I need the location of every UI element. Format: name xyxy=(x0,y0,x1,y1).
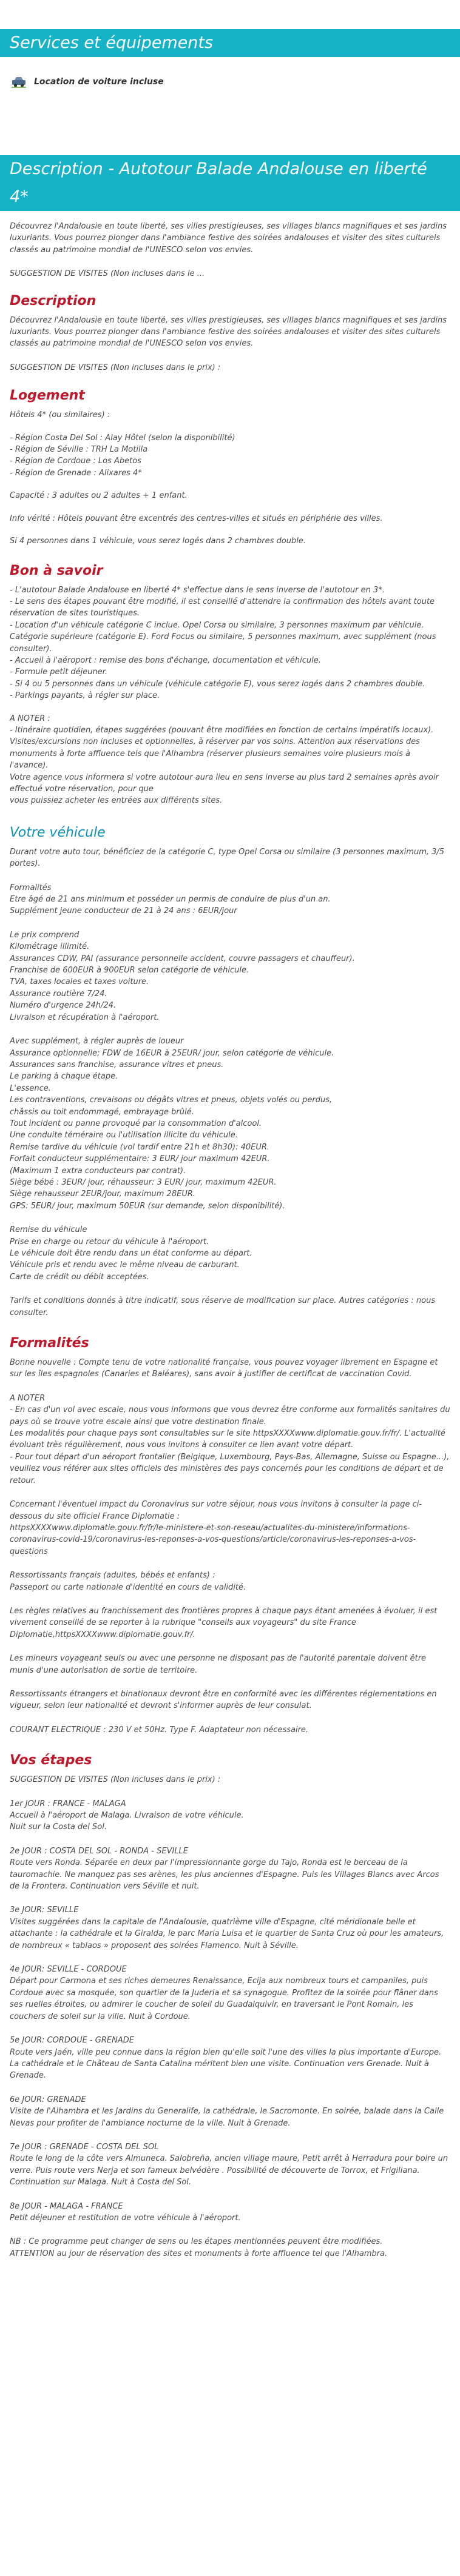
logement-info: Info vérité : Hôtels pouvant être excentrés des centres-villes et situés en périphérie des villes. xyxy=(10,514,383,523)
vehicule-prix-comprend: Le prix comprend Kilométrage illimité. Assurances CDW, PAI (assurance personnelle accident, couvre passagers et chauffeur). Franchise de 600EUR à 900EUR selon catégorie de véhicule. TVA, taxes locales et taxes voiture. Assurance routière 7/24. Numéro d'urgence 24h/24. Livraison et récupération à l'aéroport. xyxy=(10,930,355,1022)
logement-note: Si 4 personnes dans 1 véhicule, vous serez logés dans 2 chambres double. xyxy=(10,537,306,546)
logement-hotels: Hôtels 4* (ou similaires) : xyxy=(10,410,110,420)
intro-paragraph: Découvrez l'Andalousie en toute liberté, ses villes prestigieuses, ses villages blancs magnifiques et ses jardins luxuriants. Vous pourrez plonger dans l'ambiance festive des soirées andalouses et visiter des sites culturels classés au patrimoine mondial de l'UNESCO selon vos envies. xyxy=(10,222,447,255)
etape-jour-1: 1er JOUR : FRANCE - MALAGA Accueil à l'aéroport de Malaga. Livraison de votre véhicule. Nuit sur la Costa del Sol. xyxy=(10,1799,244,1832)
vehicule-tarifs: Tarifs et conditions donnés à titre indicatif, sous réserve de modification sur place. Autres catégories : nous consulter. xyxy=(10,1296,436,1317)
etape-jour-5: 5e JOUR: CORDOUE - GRENADE Route vers Jaén, ville peu connue dans la région bien qu'elle soit l'une des villes la plus importante d'Europe. La cathédrale et le Château de Santa Catalina méritent bien une visite. Continuation vers Grenade. Nuit à Grenade. xyxy=(10,2036,442,2081)
etapes-suggestion: SUGGESTION DE VISITES (Non incluses dans le prix) : xyxy=(10,1775,221,1785)
etape-jour-8: 8e JOUR - MALAGA - FRANCE Petit déjeuner et restitution de votre véhicule à l'aéroport. xyxy=(10,2201,241,2223)
formalites-a-noter: A NOTER - En cas d'un vol avec escale, nous vous informons que vous devrez être conforme aux formalités sanitaires du pays où se trouve votre escale ainsi que votre destination finale. Les modalités pour chaque pays sont consultables sur le site httpsXXXXwww.diplomatie.gouv.fr/fr/. L'actualité évoluant très régulièrement, nous vous invitons à consulter ce lien avant votre départ. - Pour tout départ d'un aéroport frontalier (Belgique, Luxembourg, Pays-Bas, Allemagne, Suisse ou Espagne...), veuillez vous référer aux sites officiels des ministères des pays concernés pour les conditions de départ et de retour. xyxy=(10,1393,450,1485)
section-title-etapes: Vos étapes xyxy=(10,1753,92,1768)
section-title-description: Description xyxy=(10,293,96,309)
etape-jour-4: 4e JOUR: SEVILLE - CORDOUE Départ pour Carmona et ses riches demeures Renaissance, Ecija aux nombreux tours et campaniles, puis Cordoue avec sa mosquée, son quartier de la Juderia et sa synagogue. Profitez de la soirée pour flâner dans ses ruelles étroites, ou admirer le coucher de soleil du Guadalquivir, en traversant le Pont Romain, les couchers de soleil sur la ville. Nuit à Cordoue. xyxy=(10,1965,438,2021)
formalites-frontieres: Les règles relatives au franchissement des frontières propres à chaque pays étant amenées à évoluer, il est vivement conseillé de se reporter à la rubrique "conseils aux voyageurs" du site France Diplomatie,httpsXXXXwww.diplomatie.gouv.fr/. xyxy=(10,1606,438,1639)
formalites-courant: COURANT ELECTRIQUE : 230 V et 50Hz. Type F. Adaptateur non nécessaire. xyxy=(10,1725,309,1735)
section-title-formalites: Formalités xyxy=(10,1336,89,1351)
formalites-intro: Bonne nouvelle : Compte tenu de votre nationalité française, vous pouvez voyager librement en Espagne et sur les îles espagnoles (Canaries et Baléares), sans avoir à justifier de certificat de vaccination Covid. xyxy=(10,1358,438,1379)
page xyxy=(0,29,460,2284)
bon-a-savoir-list: - L'autotour Balade Andalouse en liberté 4* s'effectue dans le sens inverse de l'autotour en 3*. - Le sens des étapes pouvant être modifié, il est conseillé d'attendre la confirmation des hôtels avant toute réservation de sites touristiques. - Location d'un véhicule catégorie C inclue. Opel Corsa ou similaire, 3 personnes maximum par véhicule. Catégorie supérieure (catégorie E). Ford Focus ou similaire, 5 personnes maximum, avec supplément (nous consulter). - Accueil à l'aéroport : remise des bons d'échange, documentation et véhicule. - Formule petit déjeuner. - Si 4 ou 5 personnes dans un véhicule (véhicule catégorie E), vous serez logés dans 2 chambres double. - Parkings payants, à régler sur place. xyxy=(10,585,436,701)
etape-jour-7: 7e JOUR : GRENADE - COSTA DEL SOL Route le long de la côte vers Almuneca. Salobreña, ancien village maure, Petit arrêt à Herradura pour boire un verre. Puis route vers Nerja et son fameux belvédère . Possibilité de découverte de Torrox, et Frigiliana. Continuation sur Malaga. Nuit à Costa del Sol. xyxy=(10,2142,448,2187)
section-title-logement: Logement xyxy=(10,388,85,404)
vehicule-supplement: Avec supplément, à régler auprès de loueur Assurance optionnelle; FDW de 16EUR à 25EUR/ jour, selon catégorie de véhicule. Assurances sans franchise, assurance vitres et pneus. Le parking à chaque étape. L'essence. Les contraventions, crevaisons ou dégâts vitres et pneus, objets volés ou perdus, châssis ou toit endommagé, embrayage brûlé. Tout incident ou panne provoqué par la consommation d'alcool. Une conduite téméraire ou l'utilisation illicite du véhicule. Remise tardive du véhicule (vol tardif entre 21h et 8h30): 40EUR. Forfait conducteur supplémentaire: 3 EUR/ jour maximum 42EUR. (Maximum 1 extra conducteurs par contrat). Siège bébé : 3EUR/ jour, réhausseur: 3 EUR/ jour, maximum 42EUR. Siège rehausseur 2EUR/jour, maximum 28EUR. GPS: 5EUR/ jour, maximum 50EUR (sur demande, selon disponibilité). xyxy=(10,1037,334,1211)
etape-jour-2: 2e JOUR : COSTA DEL SOL - RONDA - SEVILLE Route vers Ronda. Séparée en deux par l'impressionnante gorge du Tajo, Ronda est le berceau de la tauromachie. Ne manquez pas ses arènes, les plus anciennes d'Espagne. Puis les Villages Blancs avec Arcos de la Frontera. Continuation vers Séville et nuit. xyxy=(10,1846,439,1892)
description-suggestion: SUGGESTION DE VISITES (Non incluses dans le prix) : xyxy=(10,363,221,372)
service-item-car xyxy=(0,57,460,96)
logement-capacite: Capacité : 3 adultes ou 2 adultes + 1 enfant. xyxy=(10,491,188,501)
bon-a-savoir-note: A NOTER : - Itinéraire quotidien, étapes suggérées (pouvant être modifiées en fonction de certains impératifs locaux). Visites/excursions non incluses et optionnelles, à réserver par vos soins. Attention aux réservations des monuments à forte affluence tels que l'Alhambra (réserver plusieurs semaines voire plusieurs mois à l'avance). Votre agence vous informera si votre autotour aura lieu en sens inverse au plus tard 2 semaines après avoir effectué votre réservation, pour que vous puissiez acheter les entrées aux différents sites. xyxy=(10,714,439,806)
vehicule-formalites: Formalités Etre âgé de 21 ans minimum et posséder un permis de conduire de plus d'un an. Supplément jeune conducteur de 21 à 24 ans : 6EUR/jour xyxy=(10,883,331,916)
formalites-etrangers: Ressortissants étrangers et binationaux devront être en conformité avec les différentes réglementations en vigueur, selon leur nationalité et devront s'informer auprès de leur consulat. xyxy=(10,1689,437,1711)
service-item-label: Location de voiture incluse xyxy=(34,77,164,87)
description-paragraph: Découvrez l'Andalousie en toute liberté, ses villes prestigieuses, ses villages blancs magnifiques et ses jardins luxuriants. Vous pourrez plonger dans l'ambiance festive des soirées andalouses et visiter des sites culturels classés au patrimoine mondial de l'UNESCO selon vos envies. xyxy=(10,315,447,349)
car-icon xyxy=(11,74,27,90)
services-title-bar: Services et équipements xyxy=(0,29,460,57)
description-content xyxy=(0,211,460,2284)
etape-jour-6: 6e JOUR: GRENADE Visite de l'Alhambra et les Jardins du Generalife, la cathédrale, le Sacromonte. En soirée, balade dans la Calle Nevas pour profiter de l'ambiance nocturne de la ville. Nuit à Grenade. xyxy=(10,2095,444,2128)
etape-jour-3: 3e JOUR: SEVILLE Visites suggérées dans la capitale de l'Andalousie, quatrième ville d'Espagne, cité méridionale belle et attachante : la cathédrale et la Giralda, le parc Maria Luisa et le quartier de Santa Cruz où pour les amateurs, de nombreux « tablaos » proposent des soirées Flamenco. Nuit à Séville. xyxy=(10,1905,444,1950)
formalites-mineurs: Les mineurs voyageant seuls ou avec une personne ne disposant pas de l'autorité parentale doivent être munis d'une autorisation de sortie de territoire. xyxy=(10,1654,427,1675)
formalites-ressortissants: Ressortissants français (adultes, bébés et enfants) : Passeport ou carte nationale d'identité en cours de validité. xyxy=(10,1571,246,1592)
intro-suggestion: SUGGESTION DE VISITES (Non incluses dans le ... xyxy=(10,269,205,279)
vehicule-intro: Durant votre auto tour, bénéficiez de la catégorie C, type Opel Corsa ou similaire (3 personnes maximum, 3/5 portes). xyxy=(10,847,445,869)
etapes-note: NB : Ce programme peut changer de sens ou les étapes mentionnées peuvent être modifiées. ATTENTION au jour de réservation des sites et monuments à forte affluence tel que l'Alhambra. xyxy=(10,2237,388,2258)
section-title-bon-a-savoir: Bon à savoir xyxy=(10,563,103,578)
section-title-vehicule: Votre véhicule xyxy=(10,825,106,840)
formalites-coronavirus: Concernant l'éventuel impact du Coronavirus sur votre séjour, nous vous invitons à consulter la page ci-dessous du site officiel France Diplomatie : httpsXXXXwww.diplomatie.gouv.fr/fr/le-ministere-et-son-reseau/actualites-du-ministere/informations-coronavirus-covid-19/coronavirus-les-reponses-a-vos-questions/article/coronavirus-les-reponses-a-vos-questions xyxy=(10,1500,422,1556)
description-title-bar: Description - Autotour Balade Andalouse en liberté 4* xyxy=(0,155,460,211)
vehicule-remise: Remise du véhicule Prise en charge ou retour du véhicule à l'aéroport. Le véhicule doit être rendu dans un état conforme au départ. Véhicule pris et rendu avec le même niveau de carburant. Carte de crédit ou débit acceptées. xyxy=(10,1225,252,1282)
logement-regions: - Région Costa Del Sol : Alay Hôtel (selon la disponibilité) - Région de Séville : TRH La Motilla - Région de Cordoue : Los Abetos - Région de Grenade : Alixares 4* xyxy=(10,433,235,478)
